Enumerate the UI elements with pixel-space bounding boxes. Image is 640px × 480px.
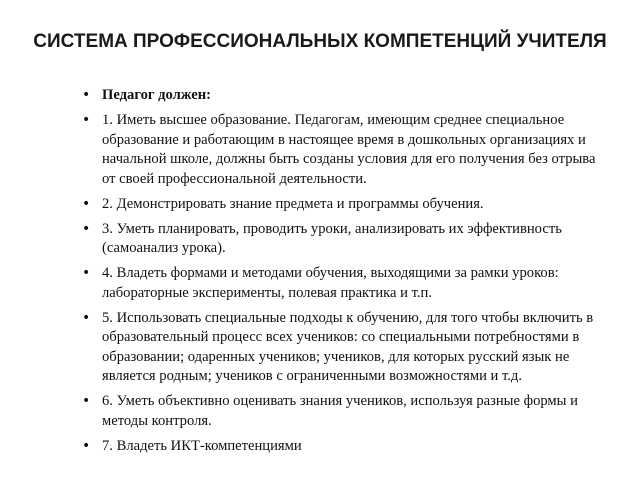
list-item: • 6. Уметь объективно оценивать знания учеников, используя разные формы и методы контроля. — [82, 392, 612, 431]
list-item: • 4. Владеть формами и методами обучения, выходящими за рамки уроков: лабораторные эксперименты, полевая практика и т.п. — [82, 264, 612, 303]
list-item: • 3. Уметь планировать, проводить уроки, анализировать их эффективность (самоанализ урока). — [82, 220, 612, 259]
list-item-intro-text: Педагог должен: — [102, 87, 211, 103]
list-item-intro — [82, 86, 612, 106]
list-item: • 7. Владеть ИКТ-компетенциями — [82, 437, 612, 457]
slide-title: СИСТЕМА ПРОФЕССИОНАЛЬНЫХ КОМПЕТЕНЦИЙ УЧИТЕЛЯ — [33, 31, 607, 52]
list-item: • 1. Иметь высшее образование. Педагогам, имеющим среднее специальное образование и работающим в настоящее время в дошкольных организациях и начальной школе, должны быть созданы условия для его получения без отрыва от своей профессиональной деятельности. — [82, 111, 612, 189]
list-item: • 5. Использовать специальные подходы к обучению, для того чтобы включить в образовательный процесс всех учеников: со специальными потребностями в образовании; одаренных учеников; учеников, для которых русский язык не является родным; учеников с ограниченными возможностями и т.д. — [82, 309, 612, 387]
list-item: • 2. Демонстрировать знание предмета и программы обучения. — [82, 195, 612, 215]
competency-list — [82, 86, 612, 462]
